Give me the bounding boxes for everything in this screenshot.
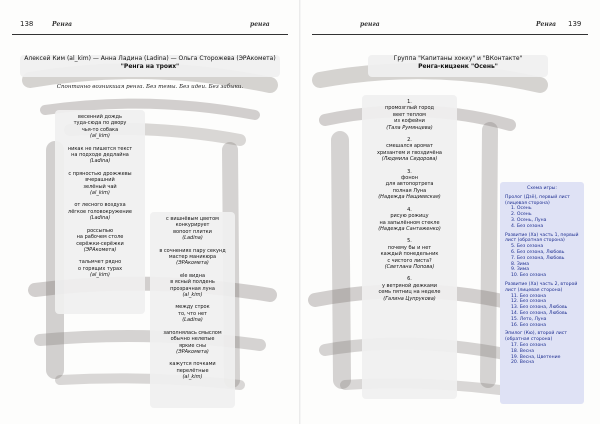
stanza-author: (al_kim) <box>182 292 203 299</box>
stanza-text: с пряностью дрожжевы вчерашний зелёный чай <box>68 170 132 190</box>
right-page-number: 139 <box>568 20 582 28</box>
renga-stanza <box>55 114 145 140</box>
stanza-number: 4. <box>407 206 412 213</box>
stanza-text: никак не пишется текст на подходе дедлайна <box>67 145 133 159</box>
scheme-item: 14. Без сезона, Любовь <box>511 310 568 316</box>
renga-stanza <box>55 146 145 165</box>
stanza-number: 3. <box>407 168 412 175</box>
renga-stanza <box>150 361 235 380</box>
renga-stanza <box>150 304 235 323</box>
stanza-author: (Надежда Сантаженко) <box>378 225 441 232</box>
left-tagline: Спонтанно возникшая ренга. Без темы. Без идеи. Без забыки. <box>56 84 244 90</box>
renga-stanza <box>55 171 145 197</box>
scheme-item: 19. Весна, Цветение <box>511 354 561 360</box>
renga-stanza <box>362 207 457 233</box>
scheme-item: 13. Без сезона, Любовь <box>511 305 568 311</box>
left-title-name: "Ренга на троих" <box>120 63 180 70</box>
scheme-item: 6. Без сезона, Любовь <box>511 249 565 255</box>
stanza-number: 2. <box>407 137 412 144</box>
stanza-author: (ЭРАкомета) <box>176 348 209 355</box>
right-title-name: Ренга-кицзенк "Осень" <box>418 63 498 70</box>
scheme-heading: Схема игры: <box>527 186 557 191</box>
left-page-header <box>12 18 288 35</box>
stanza-author: (Ladina) <box>89 215 111 222</box>
scheme-item: 2. Осень <box>511 212 532 218</box>
left-running-head: Ренга <box>52 21 72 28</box>
right-title-block <box>368 55 548 77</box>
left-running-head-center: ренга <box>250 21 270 28</box>
left-page-number: 138 <box>20 20 34 28</box>
scheme-item: 11. Без сезона <box>511 293 547 299</box>
scheme-item: 7. Без сезона, Любовь <box>511 255 565 261</box>
right-page-header <box>312 18 588 35</box>
scheme-item: 17. Без сезона <box>511 342 547 348</box>
scheme-item: 16. Без сезона <box>511 322 547 328</box>
renga-stanza <box>150 216 235 242</box>
stanza-text: фонон для автопортрета полная Луна <box>385 175 434 194</box>
stanza-text: у ветряной дежками семь пятниц на неделе <box>378 282 441 296</box>
scheme-section-title: Развитие (Ха) часть 1, первый лист (обратная сторона) <box>505 232 579 244</box>
stanza-author: (Надежда Нащиевская) <box>378 194 441 201</box>
scheme-item: 8. Зима <box>511 261 530 267</box>
stanza-text: тальмчет рядно о горящих турах <box>77 259 123 272</box>
scheme-item: 1. Осень <box>511 206 532 212</box>
stanza-author: (ЭРАкомета) <box>83 246 117 253</box>
stanza-number: 5. <box>407 238 412 245</box>
stanza-author: (ЭРАкомета) <box>176 260 209 267</box>
right-running-head: ренга <box>360 21 380 28</box>
stanza-number: 6. <box>407 276 412 283</box>
stanza-text: промозглый город веет теплом из кофейни <box>385 105 434 125</box>
scheme-item: 12. Без сезона <box>511 299 547 305</box>
scheme-item: 3. Осень, Луна <box>511 217 547 223</box>
renga-stanza <box>362 238 457 270</box>
stanza-text: заполнялась смыслом обычно нелепые яркие сны <box>163 329 222 349</box>
renga-stanza-column <box>362 95 457 399</box>
renga-stanza <box>150 273 235 299</box>
stanza-text: между строк то, что нет <box>175 304 210 317</box>
renga-stanza <box>362 276 457 302</box>
stanza-text: смешался аромат хризантем и гвоздичёна <box>377 143 442 156</box>
renga-stanza <box>55 259 145 278</box>
stanza-author: (Тала Румянцева) <box>386 124 433 131</box>
renga-stanza <box>362 99 457 131</box>
stanza-author: (Ladina) <box>182 235 203 242</box>
scheme-section-title: Эпилог (Кю), второй лист (обратная сторона) <box>505 331 567 343</box>
renga-stanza <box>150 248 235 267</box>
right-running-head-2: Ренга <box>536 21 556 28</box>
renga-stanza <box>55 228 145 254</box>
stanza-author: (al_kim) <box>89 272 110 279</box>
stanza-author: (Светлана Попова) <box>384 263 435 270</box>
right-page <box>300 0 600 424</box>
stanza-number: 1. <box>407 99 412 105</box>
scheme-item: 10. Без сезона <box>511 273 547 279</box>
scheme-item: 9. Зима <box>511 267 530 273</box>
stanza-text: ele видна в ясный полдень прозрачная луна <box>170 272 215 292</box>
scheme-item: 5. Без сезона <box>511 244 544 250</box>
renga-stanza <box>362 137 457 163</box>
stanza-author: (Ladina) <box>182 317 203 324</box>
stanza-author: (Людмила Сидорова) <box>381 156 438 163</box>
scheme-item: 15. Лето, Луна <box>511 316 547 322</box>
stanza-author: (al_kim) <box>89 133 110 140</box>
scheme-item: 20. Весна <box>511 360 535 366</box>
stanza-text: россыпью на рабочем столе серёжки-серёжки <box>76 227 124 247</box>
renga-column-2 <box>150 212 235 408</box>
stanza-text: в сочнениях пару секунд мастер маникюра <box>159 247 226 261</box>
stanza-text: с вишнёвым цветом конкурирует вопоот плитки <box>166 216 219 235</box>
stanza-author: (al_kim) <box>89 190 110 197</box>
left-title-block <box>20 55 280 77</box>
stanza-text: весенний дождь туда-сюда по двору чья-то собака <box>73 114 127 133</box>
renga-stanza <box>362 169 457 201</box>
renga-stanza <box>55 202 145 221</box>
renga-stanza <box>150 330 235 356</box>
stanza-author: (Галина Цупрукова) <box>383 295 436 302</box>
stanza-text: от лесного воздуха лёгкое головокружение <box>68 202 132 215</box>
stanza-text: рисую рожицу на запылённом стекле <box>379 213 440 226</box>
stanza-author: (Ladina) <box>89 158 111 165</box>
right-title-group: Группа "Капитаны хокку" и "ВКонтакте" <box>393 55 523 62</box>
stanza-text: почему бы и нет каждый понедельник с чистого листа? <box>380 244 439 264</box>
scheme-item: 18. Весна <box>511 348 535 354</box>
stanza-text: кажутся почками перелётные <box>169 361 216 374</box>
renga-column-1 <box>55 110 145 314</box>
scheme-item: 4. Без сезона <box>511 223 544 229</box>
stanza-author: (al_kim) <box>182 374 203 381</box>
left-title-authors: Алексей Ким (al_kim) — Анна Ладина (Ladina) — Ольга Сторожева (ЭРАкомета) <box>24 55 276 62</box>
scheme-section-title: Развитие (Ха) часть 2, второй лист (лицевая сторона) <box>505 281 578 293</box>
scheme-section-title: Пролог (Дзё), первый лист (лицевая сторона) <box>505 194 570 206</box>
game-scheme-box <box>500 182 584 404</box>
